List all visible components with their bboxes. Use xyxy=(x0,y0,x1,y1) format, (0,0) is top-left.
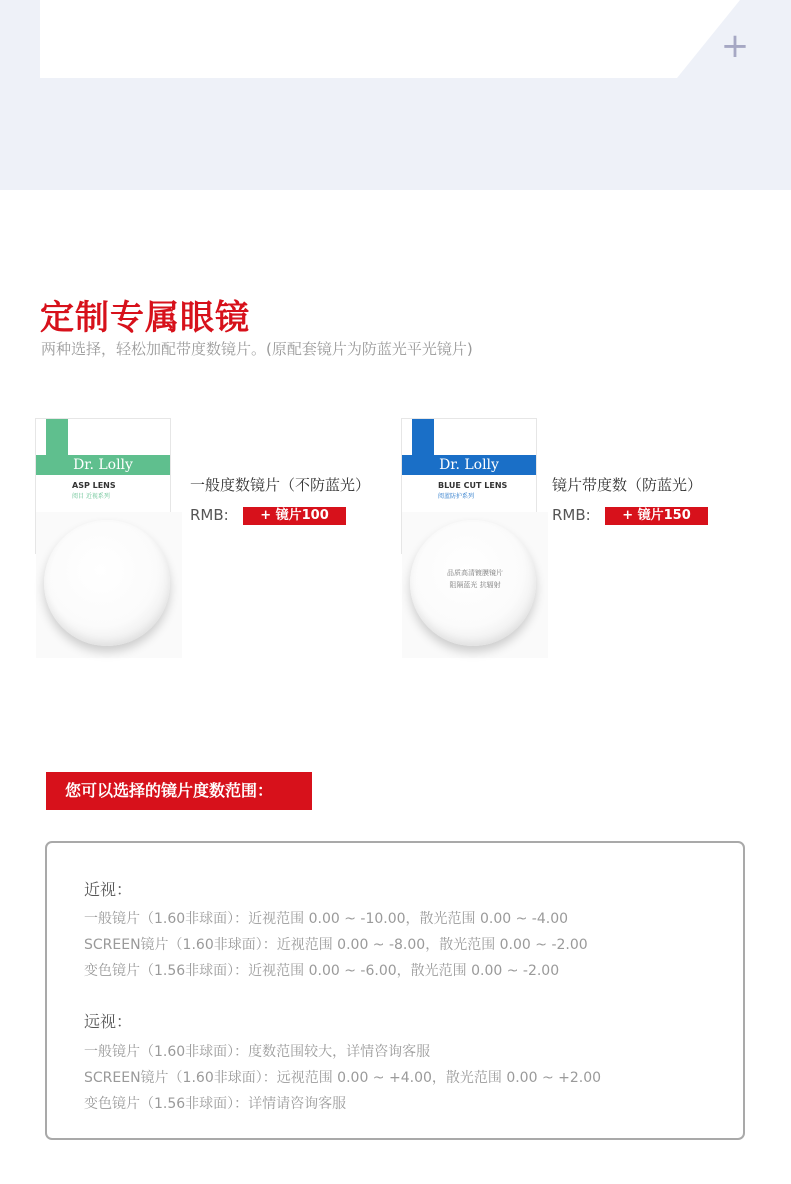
price-label: RMB: xyxy=(190,506,229,524)
package-top xyxy=(402,419,536,459)
myopia-line: 一般镜片（1.60非球面）：近视范围 0.00 ~ -10.00，散光范围 0.00 ~ -4.00 xyxy=(84,911,569,927)
price-tag[interactable]: + 镜片100 xyxy=(243,507,346,525)
top-banner xyxy=(0,0,791,190)
lens-series: 阅目 近视系列 xyxy=(72,493,110,500)
hyperopia-line: 变色镜片（1.56非球面）：详情请咨询客服 xyxy=(84,1096,347,1112)
lens-disc-image xyxy=(402,512,548,658)
range-heading-tag: 您可以选择的镜片度数范围： xyxy=(46,772,312,810)
package-top xyxy=(36,419,170,459)
section-title: 定制专属眼镜 xyxy=(40,298,250,338)
product-name: 镜片带度数（防蓝光） xyxy=(552,476,703,494)
lens-name: BLUE CUT LENS xyxy=(438,481,508,490)
myopia-line: SCREEN镜片（1.60非球面）：近视范围 0.00 ~ -8.00，散光范围 0.00 ~ -2.00 xyxy=(84,937,588,953)
range-info-box xyxy=(45,841,745,1140)
hyperopia-line: 一般镜片（1.60非球面）：度数范围较大，详情咨询客服 xyxy=(84,1044,431,1060)
price-label: RMB: xyxy=(552,506,591,524)
myopia-line: 变色镜片（1.56非球面）：近视范围 0.00 ~ -6.00，散光范围 0.00 ~ -2.00 xyxy=(84,963,560,979)
disc-text-line1: 品质高清镀膜镜片 xyxy=(447,569,503,577)
price-tag[interactable]: + 镜片150 xyxy=(605,507,708,525)
package-stripe xyxy=(46,419,68,459)
lens-name: ASP LENS xyxy=(72,481,116,490)
package-stripe xyxy=(412,419,434,459)
brand-logo: Dr. Lolly xyxy=(402,455,536,475)
product-name: 一般度数镜片（不防蓝光） xyxy=(190,476,371,494)
myopia-title: 近视： xyxy=(84,880,133,899)
lens-circle xyxy=(44,520,170,646)
plus-icon[interactable]: + xyxy=(720,26,750,66)
hyperopia-line: SCREEN镜片（1.60非球面）：远视范围 0.00 ~ +4.00，散光范围 0.00 ~ +2.00 xyxy=(84,1070,602,1086)
brand-logo: Dr. Lolly xyxy=(36,455,170,475)
lens-disc-image xyxy=(36,512,182,658)
hyperopia-title: 远视： xyxy=(84,1012,133,1031)
section-subtitle: 两种选择，轻松加配带度数镜片。(原配套镜片为防蓝光平光镜片) xyxy=(41,340,473,358)
disc-text-line2: 阻隔蓝光 抗辐射 xyxy=(449,581,501,589)
lens-series: 阅蓝防护系列 xyxy=(438,493,475,500)
top-card xyxy=(40,0,740,78)
